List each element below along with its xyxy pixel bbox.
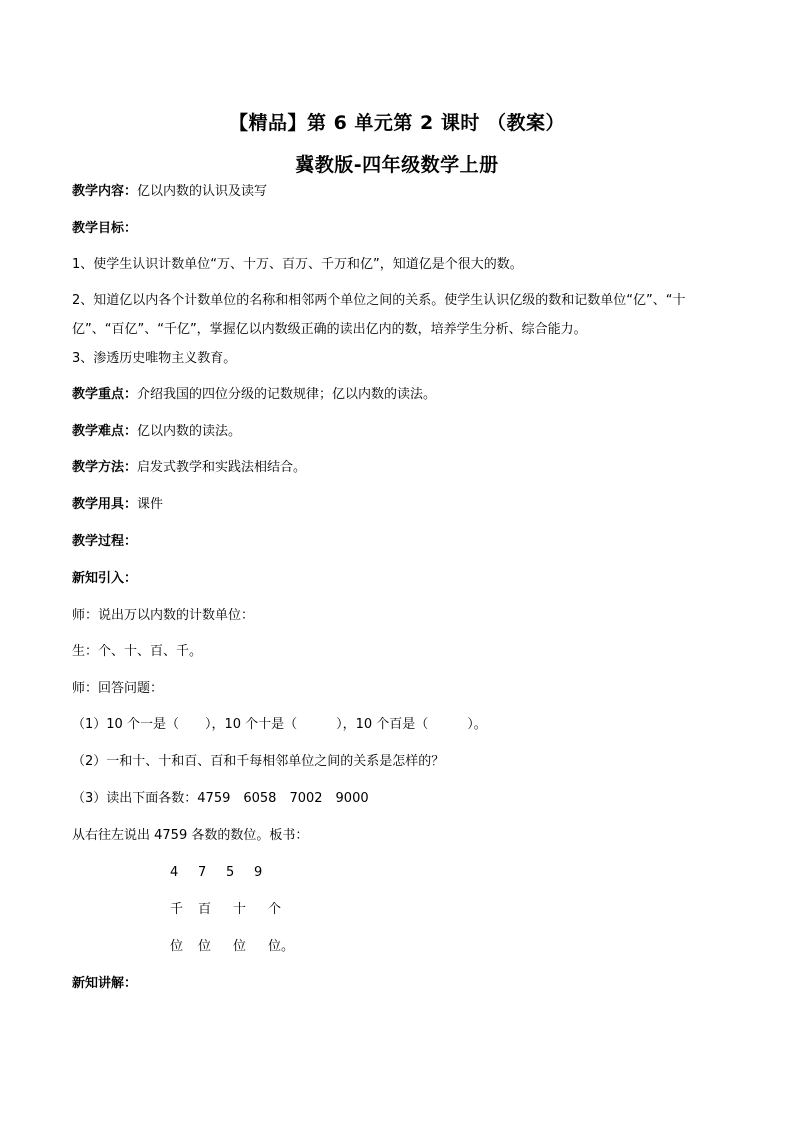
method-line xyxy=(72,459,306,477)
key-point-text: 介绍我国的四位分级的记数规律；亿以内数的读法。 xyxy=(137,387,437,402)
document-title: 【精品】第 6 单元第 2 课时 （教案） xyxy=(228,112,565,134)
board-digit: 5 xyxy=(226,865,235,880)
question-2: （2）一和十、十和百、百和千每相邻单位之间的关系是怎样的？ xyxy=(72,754,445,769)
board-wei: 位 xyxy=(198,939,212,954)
difficulty-label: 教学难点： xyxy=(72,424,138,439)
teaching-content-text: 亿以内数的认识及读写 xyxy=(137,184,268,199)
intro-label: 新知引入： xyxy=(72,571,138,586)
board-digit: 9 xyxy=(254,865,263,880)
board-wei: 位 xyxy=(170,939,184,954)
board-unit: 百 xyxy=(198,902,212,917)
tools-line xyxy=(72,496,163,514)
board-wei-row xyxy=(0,938,794,956)
goal-3: 3、渗透历史唯物主义教育。 xyxy=(72,351,237,366)
board-digit: 4 xyxy=(170,865,179,880)
board-wei: 位。 xyxy=(268,939,295,954)
question-1: （1）10 个一是（ ），10 个十是（ ），10 个百是（ ）。 xyxy=(72,717,487,732)
process-label: 教学过程： xyxy=(72,534,138,549)
tools-label: 教学用具： xyxy=(72,497,138,512)
board-digits-row xyxy=(0,864,794,882)
board-units-row xyxy=(0,901,794,919)
tools-text: 课件 xyxy=(137,497,164,512)
difficulty-text: 亿以内数的读法。 xyxy=(137,424,242,439)
key-point-line xyxy=(72,386,436,404)
teaching-content-line xyxy=(72,183,267,201)
teacher-line-1: 师：说出万以内数的计数单位： xyxy=(72,608,255,623)
read-note: 从右往左说出 4759 各数的数位。板书： xyxy=(72,828,309,843)
student-line-1: 生：个、十、百、千。 xyxy=(72,644,203,659)
board-unit: 千 xyxy=(170,902,184,917)
method-text: 启发式教学和实践法相结合。 xyxy=(137,460,307,475)
board-wei: 位 xyxy=(233,939,247,954)
method-label: 教学方法： xyxy=(72,460,138,475)
board-digit: 7 xyxy=(198,865,207,880)
key-point-label: 教学重点： xyxy=(72,387,138,402)
goal-1: 1、使学生认识计数单位“万、十万、百万、千万和亿”，知道亿是个很大的数。 xyxy=(72,257,523,272)
question-3: （3）读出下面各数：4759 6058 7002 9000 xyxy=(72,791,369,806)
board-unit: 十 xyxy=(233,902,247,917)
teacher-line-2: 师：回答问题： xyxy=(72,681,164,696)
difficulty-line xyxy=(72,423,241,441)
document-subtitle: 冀教版-四年级数学上册 xyxy=(295,154,499,176)
teaching-goals-label: 教学目标： xyxy=(72,221,138,236)
board-unit: 个 xyxy=(268,902,282,917)
goal-2: 2、知道亿以内各个计数单位的名称和相邻两个单位之间的关系。使学生认识亿级的数和记数单位“亿”、“十亿”、“百亿”、“千亿”，掌握亿以内数级正确的读出亿内的数，培养学生分析、综合能力。 xyxy=(72,293,686,337)
teaching-content-label: 教学内容： xyxy=(72,184,138,199)
explain-label: 新知讲解： xyxy=(72,976,138,991)
